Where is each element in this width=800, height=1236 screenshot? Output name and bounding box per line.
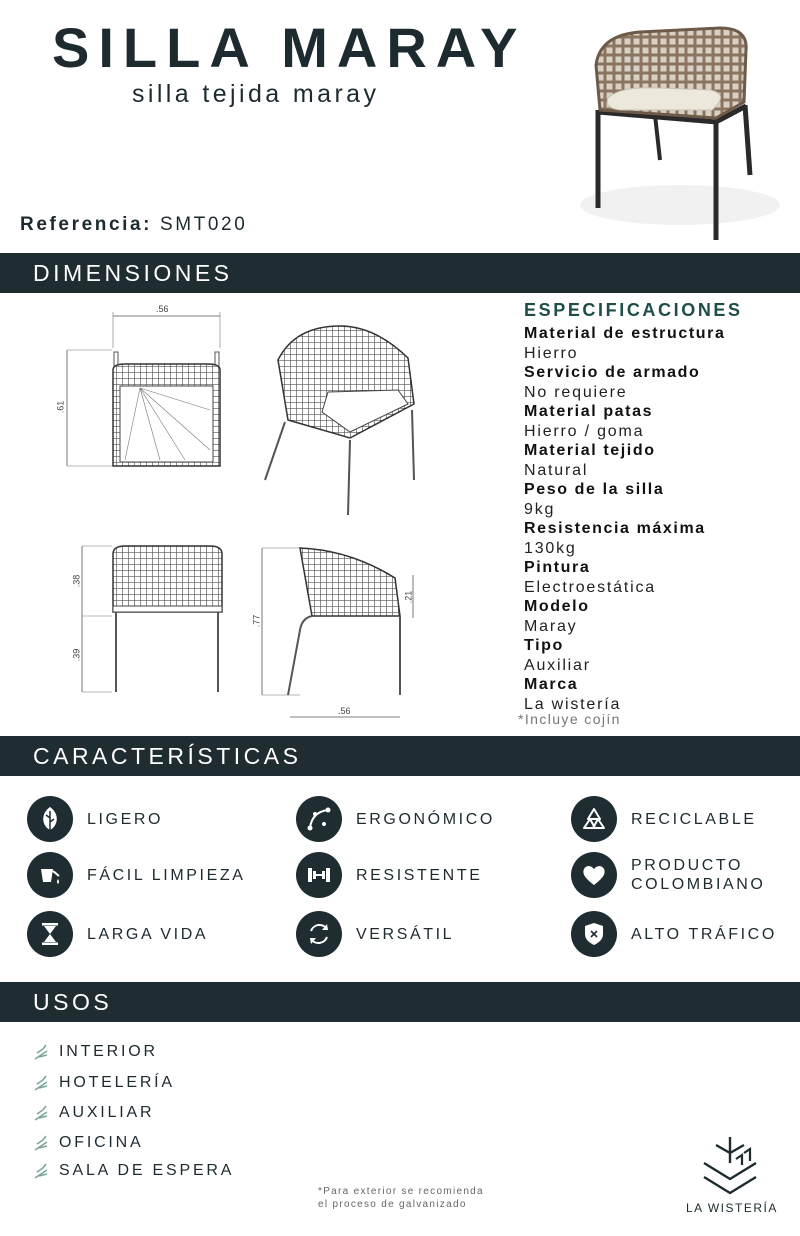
spec-label: Servicio de armado [524,364,701,381]
uses-band: USOS [0,982,800,1022]
feature-label: FÁCIL LIMPIEZA [87,866,246,884]
spec-label: Material de estructura [524,325,726,342]
spec-value: Natural [524,461,589,479]
feature-label: VERSÁTIL [356,925,455,943]
use-label: AUXILIAR [59,1104,155,1121]
use-label: HOTELERÍA [59,1074,175,1091]
heart-icon [571,852,617,898]
feature-alto-trafico [571,911,777,957]
feature-label: LARGA VIDA [87,925,209,943]
technical-drawings [50,300,430,730]
dim-side-depth: .56 [338,706,351,716]
spec-value: Hierro / goma [524,422,645,440]
dimensions-band: DIMENSIONES [0,253,800,293]
dim-back-top-height: .38 [71,574,82,588]
dim-back-bottom-height: .39 [71,648,82,662]
dim-side-total-height: .77 [251,614,262,628]
spec-value: 9kg [524,500,556,518]
footnote-line: *Para exterior se recomienda [318,1186,484,1197]
use-item [33,1104,154,1122]
leaf-icon [27,796,73,842]
use-item [33,1074,175,1092]
chair-product-image [560,10,800,250]
shield-icon [571,911,617,957]
reference [20,214,247,236]
use-item [33,1043,158,1061]
specs-title: ESPECIFICACIONES [524,300,743,320]
spec-value: 130kg [524,539,577,557]
spec-value: Maray [524,617,578,635]
sprout-icon [33,1162,49,1180]
brand-name: LA WISTERÍA [686,1201,778,1215]
feature-label: PRODUCTO COLOMBIANO [631,857,766,893]
spec-label: Peso de la silla [524,481,665,498]
spec-value: Auxiliar [524,656,591,674]
feature-reciclable [571,796,757,842]
reference-value: SMT020 [159,214,248,235]
recycle-icon [571,796,617,842]
curve-icon [296,796,342,842]
characteristics-band: CARACTERÍSTICAS [0,736,800,776]
use-label: INTERIOR [59,1043,158,1060]
feature-versatil [296,911,454,957]
sprout-icon [33,1043,49,1061]
page-title: SILLA MARAY [52,16,527,79]
feature-resistente [296,852,482,898]
feature-label: RESISTENTE [356,866,483,884]
sprout-icon [33,1074,49,1092]
side-view-drawing [262,548,413,717]
feature-label: RECICLABLE [631,810,757,828]
spec-label: Pintura [524,559,591,576]
feature-label: LIGERO [87,810,164,828]
cycle-icon [296,911,342,957]
dim-side-arm-height: .21 [403,590,414,604]
spec-label: Material patas [524,403,654,420]
page-subtitle: silla tejida maray [132,80,380,108]
spec-label: Marca [524,676,579,693]
feature-producto-colombiano [571,852,781,898]
dim-front-height: .61 [55,400,66,414]
specs-note: *Incluye cojín [518,711,621,727]
spec-value: Electroestática [524,578,656,596]
footnote-line: el proceso de galvanizado [318,1199,467,1210]
front-view-drawing [67,312,220,466]
feature-label: ERGONÓMICO [356,810,495,828]
use-item [33,1134,144,1152]
spec-label: Tipo [524,637,564,654]
feature-ergonomico [296,796,495,842]
hourglass-icon [27,911,73,957]
back-view-drawing [82,546,222,692]
feature-ligero [27,796,163,842]
spec-label: Modelo [524,598,590,615]
specs-list [524,324,800,714]
footnote [318,1185,484,1211]
feature-larga-vida [27,911,208,957]
use-label: OFICINA [59,1134,144,1151]
use-item [33,1162,234,1180]
sprout-icon [33,1104,49,1122]
spec-label: Material tejido [524,442,656,459]
spec-label: Resistencia máxima [524,520,706,537]
perspective-view-drawing [265,326,414,515]
sprout-icon [33,1134,49,1152]
feature-facil-limpieza [27,852,246,898]
feature-label: ALTO TRÁFICO [631,925,777,943]
brand-logo-icon [700,1133,760,1195]
spec-value: La wistería [524,695,622,713]
spec-value: Hierro [524,344,579,362]
spec-value: No requiere [524,383,628,401]
bucket-icon [27,852,73,898]
use-label: SALA DE ESPERA [59,1162,235,1179]
dim-front-width: .56 [156,304,169,314]
dumbbell-icon [296,852,342,898]
reference-label: Referencia: [20,214,153,235]
